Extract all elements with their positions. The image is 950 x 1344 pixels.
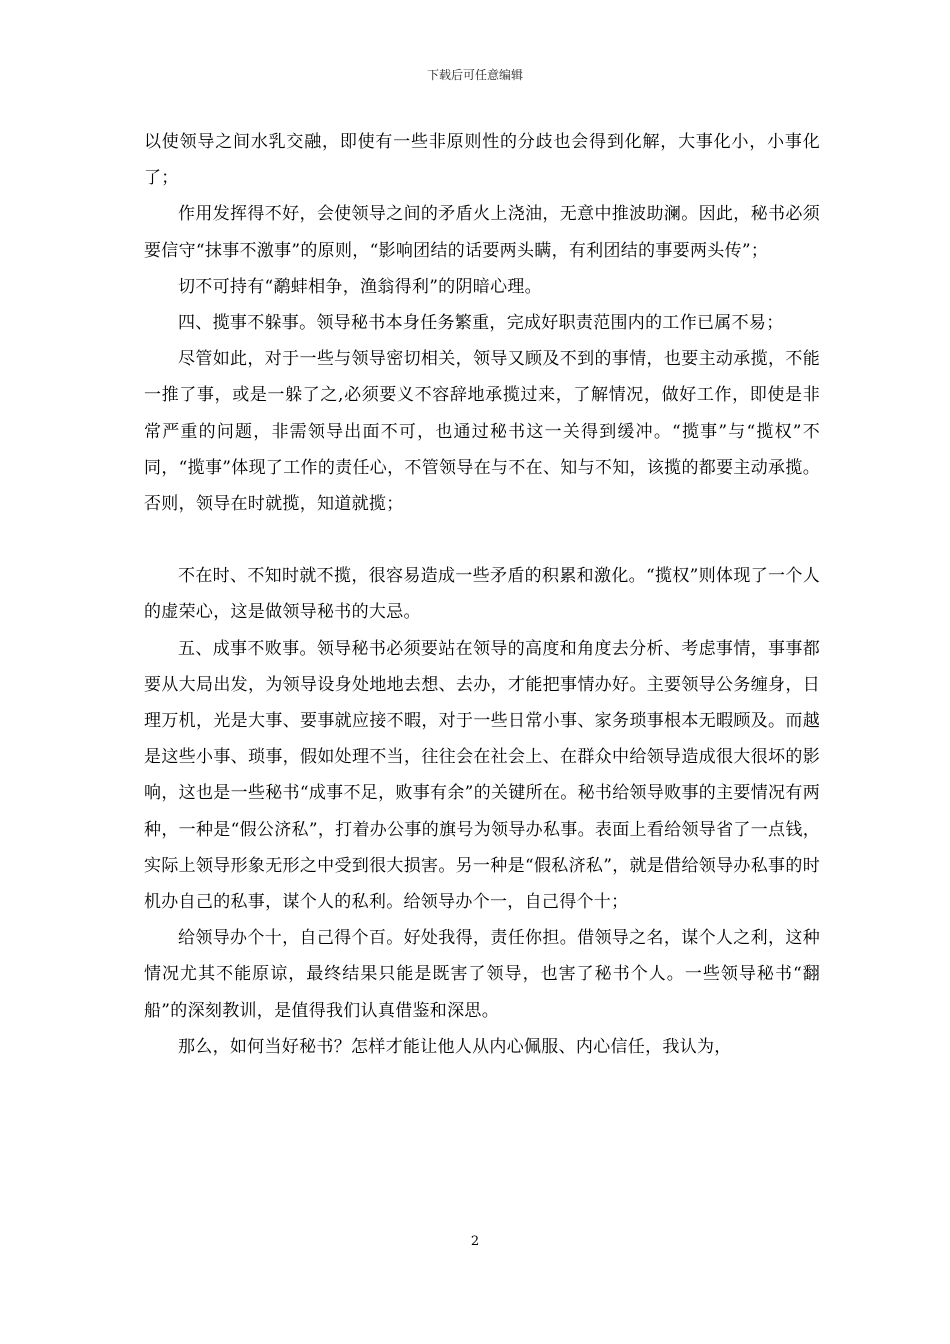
paragraph-9: 那么，如何当好秘书？怎样才能让他人从内心佩服、内心信任，我认为， [178,1036,732,1057]
paragraph-4: 四、揽事不躲事。领导秘书本身任务繁重，完成好职责范围内的工作已属不易； [178,313,784,334]
paragraph-2: 作用发挥得不好，会使领导之间的矛盾火上浇油，无意中推波助澜。因此，秘书必须要信守“抹事不激事”的原则，“影响团结的话要两头瞒，有利团结的事要两头传”； [144,204,820,261]
paragraph-5: 尽管如此，对于一些与领导密切相关，领导又顾及不到的事情，也要主动承揽，不能一推了事，或是一躲了之,必须要义不容辞地承揽过来，了解情况，做好工作，即使是非常严重的问题，非需领导出面不可，也通过秘书这一关得到缓冲。“揽事”与“揽权”不同，“揽事”体现了工作的责任心，不管领导在与不在、知与不知，该揽的都要主动承揽。否则，领导在时就揽，知道就揽； [144,349,820,515]
paragraph-7: 五、成事不败事。领导秘书必须要站在领导的高度和角度去分析、考虑事情，事事都要从大局出发，为领导设身处地地去想、去办，才能把事情办好。主要领导公务缠身，日理万机，光是大事、要事就应接不暇，对于一些日常小事、家务琐事根本无暇顾及。而越是这些小事、琐事，假如处理不当，往往会在社会上、在群众中给领导造成很大很坏的影响，这也是一些秘书“成事不足，败事有余”的关键所在。秘书给领导败事的主要情况有两种，一种是“假公济私”，打着办公事的旗号为领导办私事。表面上看给领导省了一点钱，实际上领导形象无形之中受到很大损害。另一种是“假私济私”，就是借给领导办私事的时机办自己的私事，谋个人的私利。给领导办个一，自己得个十； [144,638,820,913]
paragraph-8: 给领导办个十，自己得个百。好处我得，责任你担。借领导之名，谋个人之利，这种情况尤其不能原谅，最终结果只能是既害了领导，也害了秘书个人。一些领导秘书“翻船”的深刻教训，是值得我们认真借鉴和深思。 [144,928,820,1021]
document-body [144,124,820,1065]
paragraph-gap [144,522,820,558]
page-header: 下载后可任意编辑 [426,68,523,82]
paragraph-6: 不在时、不知时就不揽，很容易造成一些矛盾的积累和激化。“揽权”则体现了一个人的虚荣心，这是做领导秘书的大忌。 [144,566,820,623]
paragraph-3: 切不可持有“鹬蚌相争，渔翁得利”的阴暗心理。 [178,276,542,297]
page-number: 2 [470,1234,480,1249]
paragraph-1: 以使领导之间水乳交融，即使有一些非原则性的分歧也会得到化解，大事化小，小事化了； [144,132,820,189]
